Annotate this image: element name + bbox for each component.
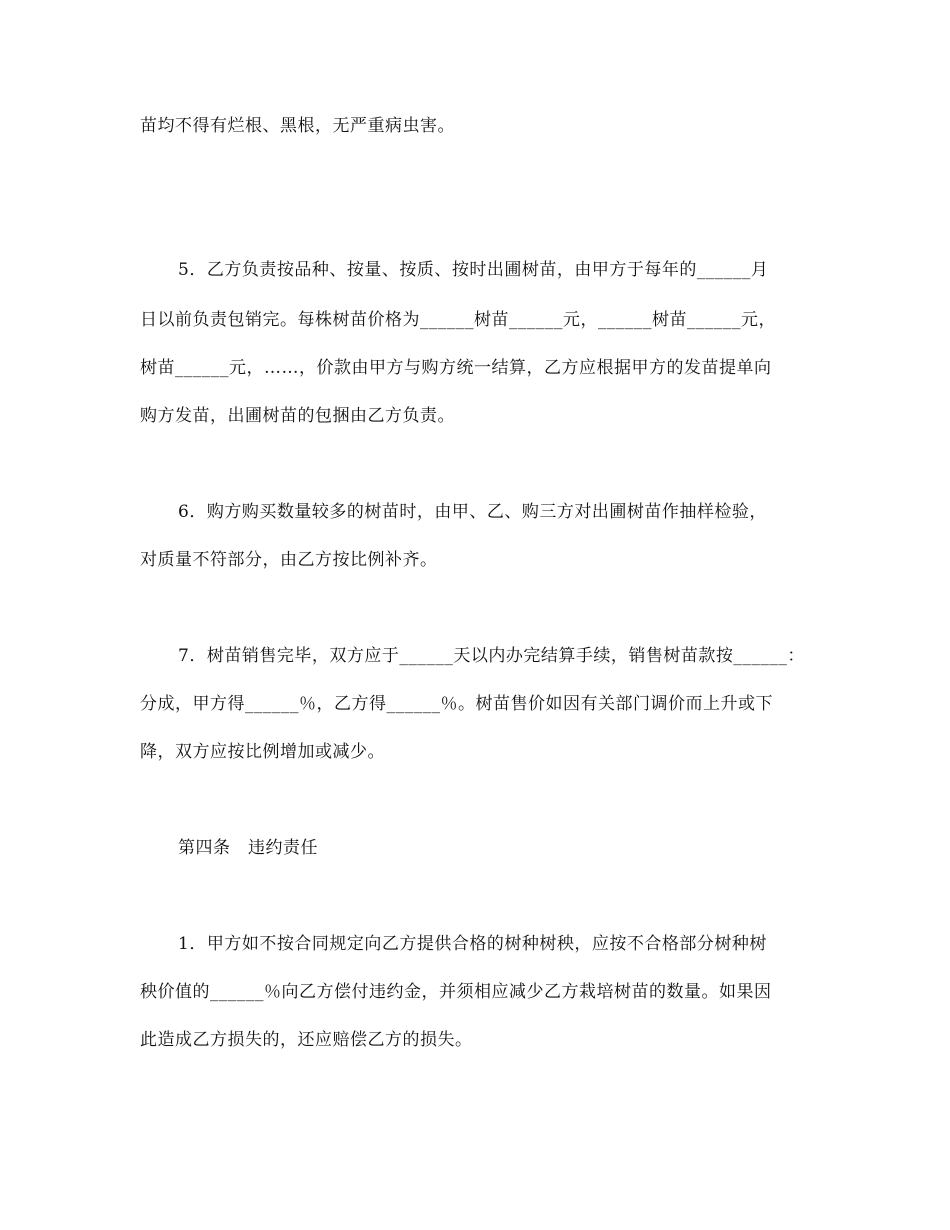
article-4-heading: 第四条 违约责任 <box>178 838 318 858</box>
clause-6-line-2: 对质量不符部分，由乙方按比例补齐。 <box>140 550 438 570</box>
clause-6-line-1: 6．购方购买数量较多的树苗时，由甲、乙、购三方对出圃树苗作抽样检验， <box>178 502 767 522</box>
clause-5-line-1: 5．乙方负责按品种、按量、按质、按时出圃树苗，由甲方于每年的______月 <box>178 260 769 280</box>
article-4-clause-1-line-2: 秧价值的______％向乙方偿付违约金，并须相应减少乙方栽培树苗的数量。如果因 <box>140 982 772 1002</box>
clause-5-line-2: 日以前负责包销完。每株树苗价格为______树苗______元，______树苗______元， <box>140 310 776 330</box>
clause-7-line-2: 分成，甲方得______％，乙方得______％。树苗售价如因有关部门调价而上升或下 <box>140 694 773 714</box>
article-4-clause-1-line-3: 此造成乙方损失的，还应赔偿乙方的损失。 <box>140 1030 473 1050</box>
clause-5-line-3: 树苗______元，……，价款由甲方与购方统一结算，乙方应根据甲方的发苗提单向 <box>140 358 772 378</box>
article-4-clause-1-line-1: 1．甲方如不按合同规定向乙方提供合格的树种树秧，应按不合格部分树种树 <box>178 934 767 954</box>
clause-5-line-4: 购方发苗，出圃树苗的包捆由乙方负责。 <box>140 406 455 426</box>
text-line: 苗均不得有烂根、黑根，无严重病虫害。 <box>140 116 455 136</box>
clause-7-line-3: 降，双方应按比例增加或减少。 <box>140 742 385 762</box>
clause-7-line-1: 7．树苗销售完毕，双方应于______天以内办完结算手续，销售树苗款按______： <box>178 646 805 666</box>
